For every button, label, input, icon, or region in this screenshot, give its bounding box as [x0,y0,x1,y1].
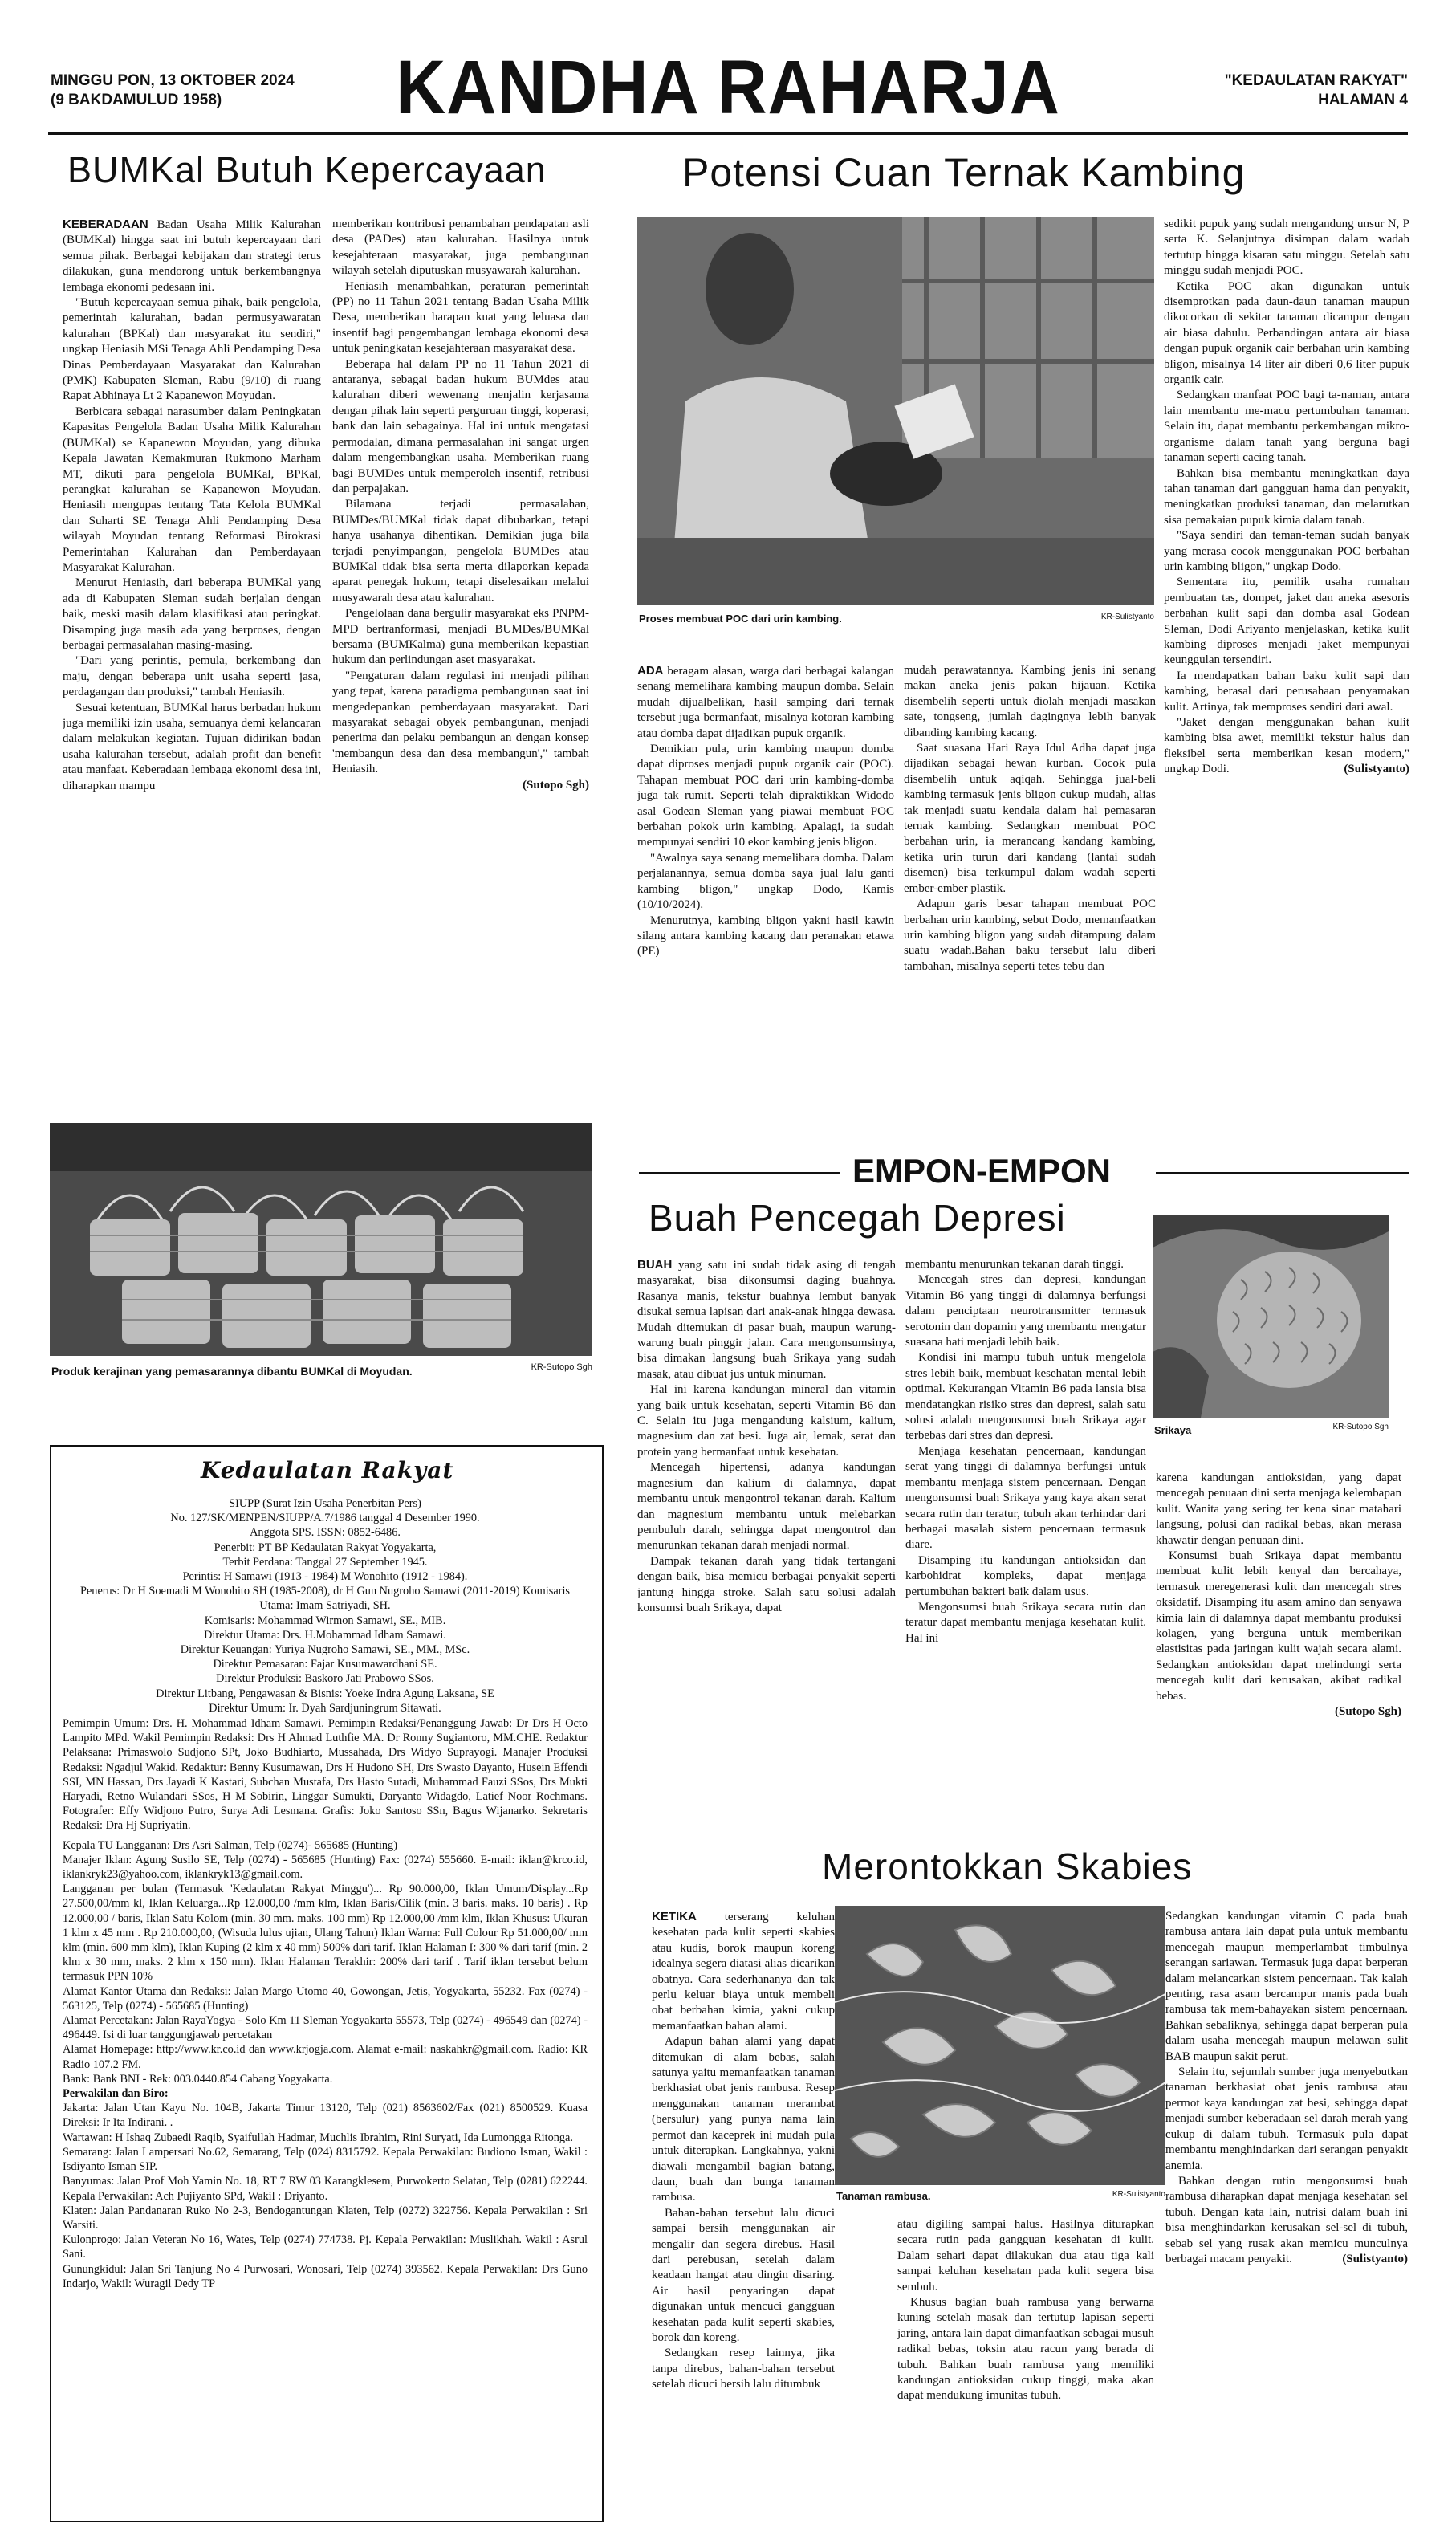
bumkal-column-1: KEBERADAAN Badan Usaha Milik Kalurahan (BUMKal) hingga saat ini butuh kepercayaan dari semua pihak. Berbagai kebijakan dan strategi terus dilakukan, guna mendorong untuk berkembangnya lembaga ekonomi pedesaan ini. "Butuh kepercayaan semua pihak, baik pengelola, pemerintah kalurahan, badan permusyawaratan kalurahan (BPKal) dan masyarakat itu sendiri," ungkap Heniasih MSi Tenaga Ahli Pendamping Desa Dinas Pemberdayaan Masyarakat dan Kalurahan (PMK) Kabupaten Sleman, Rabu (9/10) di ruang Rapat Abhinaya Lt 2 Kapanewon Moyudan. Berbicara sebagai narasumber dalam Peningkatan Kapasitas Pengelola Badan Usaha Milik Kalurahan (BUMKal) se Kapanewon Moyudan, yang dibuka Kepala Jawatan Kemakmuran Rukmono Marham MT, dikuti para pengelola BUMKal, BPKal, perangkat kalurahan se Kapanewon Moyudan. Heniasih mengupas tentang Tata Kelola BUMKal dan Suharti SE Tenaga Ahli Pendamping Desa wilayah Moyudan tentang Reformasi Birokrasi Pemerintahan Kalurahan dan Pemberdayaan Masyarakat Kalurahan. Menurut Heniasih, dari beberapa BUMKal yang ada di Kabupaten Sleman sudah berjalan dengan baik, meski masih dalam klasifikasi atau peringkat. Disamping juga masih ada yang berproses, dengan berbagai permasalahan masing-masing. "Dari yang perintis, pemula, berkembang dan maju, dengan beberapa unit usaha seperti jasa, perdagangan dan produksi," tambah Heniasih. Sesuai ketentuan, BUMKal harus berbadan hukum juga memiliki izin usaha, semuanya demi kelancaran dalam melakukan kegiatan. Tujuan didirikan badan usaha kalurahan tersebut, adalah profit dan benefit atau manfaat. Keberadaan lembaga ekonomi desa ini, diharapkan mampu [63,218,321,792]
kambing-byline: (Sulistyanto) [1344,763,1409,776]
article-title-skabies: Merontokkan Skabies [822,1846,1193,1887]
rambusa-photo-caption: Tanaman rambusa. [836,2190,931,2202]
bumkal-photo-credit: KR-Sutopo Sgh [531,1362,592,1372]
kambing-column-2: mudah perawatannya. Kambing jenis ini senang makan aneka jenis pakan hijauan. Ketika disembelih seperti untuk diolah menjadi masakan sate, tongseng, jumlah dagingnya lebih banyak dibanding kambing kacang. Saat suasana Hari Raya Idul Adha dapat juga dijadikan sebagai hewan kurban. Cocok pula disembelih untuk aqiqah. Sehingga jual-beli kambing termasuk jenis bligon cukup mudah, alias tak menjadi suatu kendala dalam hal pemasaran ternak kambing. Sedangkan membuat POC berbahan urin, ia merancang kandang kambing, ketika urin turun dari kandang (lantai sudah disemen) bisa terkumpul dalam wadah seperti ember-ember plastik. Adapun garis besar tahapan membuat POC berbahan urin kambing, sebut Dodo, memanfaatkan urin kambing bligon yang sudah ditampung dalam suatu wadah.Bahan baku tersebut lalu diberi tambahan, misalnya seperti tetes tebu dan [904,664,1156,973]
skabies-column-3: Sedangkan kandungan vitamin C pada buah rambusa antara lain dapat pula untuk membantu mencegah maupun memperlambat timbulnya serangan sariawan. Termasuk juga dapat berperan dalam melancarkan sistem pencernaan. Tak kalah penting, rasa asam bercampur manis pada buah rambusa tak mem-bahayakan sistem pencernaan. Bahkan sebaliknya, sehingga dapat berperan pula dalam usaha mencegah maupun melawan sulit BAB maupun sakit perut. Selain itu, sejumlah sumber juga menyebutkan tanaman berkhasiat obat jenis rambusa atau permot kaya kandungan zat besi, sehingga dapat menjadi sumber keberadaan sel darah merah yang cukup di dalam tubuh. Termasuk pula dapat membantu menghindarkan dari serangan penyakit anemia. Bahkan dengan rutin mengonsumsi buah rambusa diharapkan dapat menjaga kesehatan sel tubuh. Dengan kata lain, nutrisi dalam buah ini bisa menghindarkan kerusakan sel-sel di tubuh, sebab sel yang rusak akan memicu munculnya berbagai macam penyakit. (Sulistyanto) [1165,1909,1408,2519]
kambing-photo-credit: KR-Sulistyanto [1100,613,1154,621]
issue-date: MINGGU PON, 13 OKTOBER 2024 [51,72,295,89]
skabies-lead: KETIKA [652,1910,697,1923]
kicker-rule-right [1156,1172,1409,1174]
bumkal-lead: KEBERADAAN [63,218,148,231]
bumkal-column-2: memberikan kontribusi penambahan pendapatan asli desa (PADes) atau kalurahan. Hasilnya untuk kesejahteraan masyarakat, juga pembangunan wilayah setelah diputuskan musyawarah kalurahan. Heniasih menambahkan, peraturan pemerintah (PP) no 11 Tahun 2021 tentang Badan Usaha Milik Desa, memberikan harapan kuat yang leluasa dan insentif bagi pengembangan lembaga ekonomi desa untuk peningkatan kesejahteraan masyarakat desa. Beberapa hal dalam PP no 11 Tahun 2021 di antaranya, sebagai badan hukum BUMdes atau kalurahan diberi wewenang menjalin kerjasama dengan pihak lain seperti perguruan tinggi, koperasi, bank dan lain sebagainya. Hal ini untuk mengatasi permodalan, dimana permasalahan ini sangat urgen dalam mengembangkan usaha. Memberikan ruang bagi BUMDes untuk memperoleh insentif, retribusi dan perpajakan. Bilamana terjadi permasalahan, BUMDes/BUMKal tidak dapat dibubarkan, tetapi hanya usahanya dihentikan. Demikian juga bila terjadi penyimpangan, pengelola BUMDes atau BUMKal tidak bisa serta merta dilaporkan kepada aparat penegak hukum, tetapi diselesaikan melalui musyawarah desa atau kalurahan. Pengelolaan dana bergulir masyarakat eks PNPM-MPD bertranformasi, menjadi BUMDes/BUMKal bersama (BUMKalma) guna memberikan kepastian hukum dan perlindungan aset masyarakat. "Pengaturan dalam regulasi ini menjadi pilihan yang tepat, karena paradigma pembangunan saat ini mengedepankan pemberdayaan masyarakat. Dari masyarakat sebagai obyek pembangunan, menjadi penerima dan pelaku pembangun an dengan konsep 'membangun desa dan desa membangun'," tambah Heniasih. (Sutopo Sgh) [332,217,589,1116]
srikaya-photo [1153,1215,1389,1418]
kambing-lead: ADA [637,664,664,678]
kicker-rule-left [639,1172,840,1174]
imprint-masthead-list: SIUPP (Surat Izin Usaha Penerbitan Pers) No. 127/SK/MENPEN/SIUPP/A.7/1986 tanggal 4 Desember 1990. Anggota SPS. ISSN: 0852-6486. Penerbit: PT BP Kedaulatan Rakyat Yogyakarta, Terbit Perdana: Tanggal 27 September 1945. Perintis: H Samawi (1913 - 1984) M Wonohito (1912 - 1984). Penerus: Dr H Soemadi M Wonohito SH (1985-2008), dr H Gun Nugroho Samawi (2011-2019) Komisaris Utama: Imam Satriyadi, SH. Komisaris: Mohammad Wirmon Samawi, SE., MIB. Direktur Utama: Drs. H.Mohammad Idham Samawi. Direktur Keuangan: Yuriya Nugroho Samawi, SE., MM., MSc. Direktur Pemasaran: Fajar Kusumawardhani SE. Direktur Produksi: Baskoro Jati Prabowo SSos. Direktur Litbang, Pengawasan & Bisnis: Yoeke Indra Agung Laksana, SE Direktur Umum: Ir. Dyah Sardjuningrum Sitawati. [80,1497,570,1715]
skabies-byline: (Sulistyanto) [1342,2252,1408,2265]
srikaya-photo-caption: Srikaya [1154,1424,1192,1436]
kr-logo: Kedaulatan Rakyat [201,1457,454,1484]
skabies-column-1: KETIKA terserang keluhan kesehatan pada kulit seperti skabies atau kudis, borok maupun koreng idealnya segera diatasi alias dicarikan obatnya. Cara sederhananya dan tak perlu keluar biaya untuk membeli obat berbahan kimia, yakni cukup memanfaatkan bahan alami. Adapun bahan alami yang dapat ditemukan di alam bebas, salah satunya yaitu memanfaatkan tanaman berkhasiat obat jenis rambusa. Resep menggunakan tanaman merambat (bersulur) yang punya nama lain permot dan kaceprek ini mudah pula untuk diterapkan. Langkahnya, yakni diawali mengambil bagian batang, daun, buah dan bunga tanaman rambusa. Bahan-bahan tersebut lalu dicuci sampai bersih menggunakan air mengalir dan segera direbus. Hasil dari perebusan, setelah dalam keadaan hangat atau dingin disaring. Air hasil penyaringan dapat digunakan untuk mencuci gangguan kesehatan pada kulit seperti skabies, borok dan koreng. Sedangkan resep lainnya, jika tanpa direbus, bahan-bahan tersebut setelah dicuci bersih lalu ditumbuk [652,1910,835,2391]
rambusa-photo-credit: KR-Sulistyanto [1112,2190,1165,2199]
rambusa-photo [835,1906,1165,2185]
kambing-column-3: sedikit pupuk yang sudah mengandung unsur N, P serta K. Selanjutnya disimpan dalam wadah tertutup hingga kisaran satu minggu. Setelah satu minggu sudah menjadi POC. Ketika POC akan digunakan untuk disemprotkan pada daun-daun tanaman maupun dikocorkan di sekitar tanaman dicampur dengan air biasa dahulu. Perbandingan antara air biasa dengan pupuk organik cair berbahan urin kambing bligon, misalnya 14 liter air diberi 0,6 liter pupuk organik cair. Sedangkan manfaat POC bagi ta-naman, antara lain membantu me-macu pertumbuhan tanaman. Selain itu, dapat membantu perkembangan mikro-organisme dalam tanah yang berguna bagi tanaman seperti cacing tanah. Bahkan bisa membantu meningkatkan daya tahan tanaman dari gangguan hama dan penyakit, meningkatkan produksi tanaman, dan melarutkan sisa pemakaian pupuk kimia dalam tanah. "Saya sendiri dan teman-teman sudah banyak yang merasa cocok menggunakan POC berbahan urin kambing bligon," ungkap Dodo. Sementara itu, pemilik usaha rumahan pembuatan tas, dompet, jaket dan aneka asesoris berbahan kulit sapi dan domba asal Godean Sleman, Dodi Ariyanto menjelaskan, ketika kulit kambing diproses menjadi jaket mempunyai keunggulan tersendiri. Ia mendapatkan bahan baku kulit sapi dan kambing, berasal dari perusahaan penyamakan kulit. Artinya, tak memproses sendiri dari awal. "Jaket dengan menggunakan bahan kulit kambing bisa awet, memiliki tekstur halus dan fleksibel serta memberikan kesan modern," ungkap Dodi. (Sulistyanto) [1164,217,1409,1132]
bumkal-photo-caption: Produk kerajinan yang pemasarannya dibantu BUMKal di Moyudan. [51,1365,413,1378]
page-number: HALAMAN 4 [1318,92,1408,108]
bumkal-byline: (Sutopo Sgh) [523,778,589,792]
empon-byline: (Sutopo Sgh) [1335,1705,1401,1719]
imprint-staff: Pemimpin Umum: Drs. H. Mohammad Idham Samawi. Pemimpin Redaksi/Penanggung Jawab: Dr Drs H Octo Lampito MPd. Wakil Pemimpin Redaksi: Drs H Ahmad Luthfie MA. Dr Ronny Sugiantoro, MM.CHE. Redaktur Pelaksana: Primaswolo Sudjono SPt, Joko Budhiarto, Mussahada, Drs Widyo Suprayogi. Manajer Produksi Redaksi: Ngadjul Wakid. Redaktur: Benny Kusumawan, Drs H Hudono SH, Drs Swasto Dayanto, Husein Effendi SSI, MN Hassan, Drs Jayadi K Kastari, Subchan Mustafa, Drs Hasto Sutadi, Muhammad Fauzi SSos, Drs Mukti Haryadi, Retno Wulandari SSos, H M Sobirin, Linggar Sumukti, Daryanto Widagdo, Latief Noor Rochmans. Fotografer: Effy Widjono Putro, Surya Adi Lesmana. Grafis: Joko Santoso SSn, Bagus Wijanarko. Sekretaris Redaksi: Dra Hj Supriyatin. Kepala TU Langganan: Drs Asri Salman, Telp (0274)- 565685 (Hunting) Manajer Iklan: Agung Susilo SE, Telp (0274) - 565685 (Hunting) Fax: (0274) 555660. E-mail: iklan@krco.id, iklankryk23@yahoo.com, iklankryk13@gmail.com. Langganan per bulan (Termasuk 'Kedaulatan Rakyat Minggu')... Rp 90.000,00, Iklan Umum/Display...Rp 27.500,00/mm kl, Iklan Keluarga...Rp 12.000,00 /mm klm, Iklan Baris/Cilik (min. 3 baris. maks. 10 baris) . Rp 12.000,00 / baris, Iklan Satu Kolom (min. 30 mm. maks. 100 mm) Rp 12.000,00 /mm klm, Iklan Khusus: Ukuran 1 klm x 45 mm . Rp 210.000,00, (Wisuda lulus ujian, Ulang Tahun) Iklan Warna: Full Colour Rp 51.000,00/ mm klm (min. 600 mm klm), Iklan Kuping (2 klm x 40 mm) 500% dari tarif. Iklan Halaman I: 300 % dari tarif (min. 2 klm x 30 mm, maks. 2 klm x 150 mm). Iklan Halaman Terakhir: 200% dari tarif . Tarif iklan tersebut belum termasuk PPN 10% Alamat Kantor Utama dan Redaksi: Jalan Margo Utomo 40, Gowongan, Jetis, Yogyakarta, 55232. Fax (0274) - 563125, Telp (0274) - 565685 (Hunting) Alamat Percetakan: Jalan RayaYogya - Solo Km 11 Sleman Yogyakarta 55573, Telp (0274) - 496549 dan (0274) - 496449. Isi di luar tanggungjawab percetakan Alamat Homepage: http://www.kr.co.id dan www.krjogja.com. Alamat e-mail: naskahkr@gmail.com. Radio: KR Radio 107.2 FM. Bank: Bank BNI - Rek: 003.0440.854 Cabang Yogyakarta. Perwakilan dan Biro: Jakarta: Jalan Utan Kayu No. 104B, Jakarta Timur 13120, Telp (021) 8563602/Fax (021) 8500529. Kuasa Direksi: Ir Ita Indirani. . Wartawan: H Ishaq Zubaedi Raqib, Syaifullah Hadmar, Muchlis Ibrahim, Rini Suryati, Ida Lumongga Ritonga. Semarang: Jalan Lampersari No.62, Semarang, Telp (024) 8315792. Kepala Perwakilan: Budiono Isman, Wakil : Isdiyanto Isman SIP. Banyumas: Jalan Prof Moh Yamin No. 18, RT 7 RW 03 Karangklesem, Purwokerto Selatan, Telp (0281) 622244. Kepala Perwakilan: Ach Pujiyanto SPd, Wakil : Driyanto. Klaten: Jalan Pandanaran Ruko No 2-3, Bendogantungan Klaten, Telp (0272) 322756. Kepala Perwakilan : Sri Warsiti. Kulonprogo: Jalan Veteran No 16, Wates, Telp (0274) 774738. Pj. Kepala Perwakilan: Muslikhah. Wakil : Asrul Sani. Gunungkidul: Jalan Sri Tanjung No 4 Purwosari, Wonosari, Telp (0274) 393562. Kepala Perwakilan: Drs Guno Indarjo, Wakil: Wuragil Dedy TP [63,1717,588,2290]
masthead: KANDHA RAHARJA [396,45,1060,130]
empon-column-2: membantu menurunkan tekanan darah tinggi. Mencegah stres dan depresi, kandungan Vitamin B6 yang tinggi di dalamnya berfungsi dalam penciptaan neurotransmitter termasuk serotonin dan dopamin yang membantu mengatur suasana hati menjadi lebih baik. Kondisi ini mampu tubuh untuk mengelola stres lebih baik, membuat kesehatan mental lebih optimal. Kekurangan Vitamin B6 pada lansia bisa mendatangkan risiko stres dan depresi, salah satu solusi adalah mengonsumsi buah Srikaya agar terbebas dari stres dan depresi. Menjaga kesehatan pencernaan, kandungan serat yang tinggi di dalamnya berfungsi untuk membantu menjaga sistem pencernaan. Dengan mengonsumsi buah Srikaya yang kaya akan serat secara rutin dan teratur, tubuh akan terhindar dari berbagai masalah sistem pencernaan termasuk diare. Disamping itu kandungan antioksidan dan karbohidrat kompleks, dapat menjaga pertumbuhan bakteri baik dalam usus. Mengonsumsi buah Srikaya secara rutin dan teratur dapat membantu menjaga kesehatan kulit. Hal ini [905,1258,1146,1645]
publisher-name: "KEDAULATAN RAKYAT" [1224,72,1408,89]
kambing-photo-caption: Proses membuat POC dari urin kambing. [639,613,842,625]
srikaya-photo-credit: KR-Sutopo Sgh [1332,1423,1389,1431]
goat-urine-photo [637,217,1154,605]
baskets-photo [50,1123,592,1356]
empon-lead: BUAH [637,1258,673,1272]
skabies-column-2: atau digiling sampai halus. Hasilnya diturapkan secara rutin pada gangguan kesehatan di kulit. Dalam sehari dapat dilakukan dua atau tiga kali sampai keluhan kesehatan pada kulit segera bisa sembuh. Khusus bagian buah rambusa yang berwarna kuning setelah masak dan tertutup lapisan seperti jaring, antara lain dapat dimanfaatkan sebagai musuh radikal bebas, toksin atau racun yang berada di tubuh. Bahkan buah rambusa yang memiliki kandungan antioksidan cukup tinggi, maka akan dapat mendukung imunitas tubuh. [897,2218,1154,2403]
article-title-kambing: Potensi Cuan Ternak Kambing [682,150,1246,195]
header-rule [48,132,1408,135]
kicker-empon-empon: EMPON-EMPON [852,1152,1112,1190]
empon-column-3: karena kandungan antioksidan, yang dapat mencegah penuaan dini serta menjaga kelembapan kulit. Wanita yang sering ter kena sinar matahari langsung, polusi dan radikal bebas, akan merasa khawatir dengan penuaan dini. Konsumsi buah Srikaya dapat membantu membuat kulit lebih kenyal dan bercahaya, termasuk meregenerasi kulit dan mencegah stres oksidatif. Disamping itu asam amino dan senyawa kimia lain di dalamnya dapat membantu produksi kolagen, yang berguna untuk memberikan elastisitas pada jaringan kulit wajah secara alami. Sedangkan antioksidan dapat melindungi serta mencegah kulit dari kerusakan, akibat radikal bebas. (Sutopo Sgh) [1156,1471,1401,1824]
kambing-column-1: ADA beragam alasan, warga dari berbagai kalangan senang memelihara kambing maupun domba. Selain mudah dijualbelikan, hasil samping dari ternak tersebut juga bermanfaat, misalnya kotoran kambing atau domba dapat dijadikan pupuk organik. Demikian pula, urin kambing maupun domba dapat diproses menjadi pupuk organik cair (POC). Tahapan membuat POC dari urin kambing-domba juga tak rumit. Seperti telah dipraktikkan Widodo asal Godean Sleman yang piawai membuat POC berbahan pokok urin kambing. Apalagi, ia sudah mempunyai sendiri 10 ekor kambing jenis bligon. "Awalnya saya senang memelihara domba. Dalam perjalanannya, semua domba saya jual lalu ganti kambing bligon," ungkap Dodo, Kamis (10/10/2024). Menurutnya, kambing bligon yakni hasil kawin silang antara kambing kacang dan peranakan etawa (PE) [637,664,894,959]
empon-column-1: BUAH yang satu ini sudah tidak asing di tengah masyarakat, bisa dikonsumsi daging buahnya. Rasanya manis, tekstur buahnya lembut banyak disukai semua lapisan dari anak-anak hingga dewasa. Mudah ditemukan di pasar buah, maupun warung-warung buah pinggir jalan. Cara mengonsumsinya, bisa dimakan langsung buah Srikaya yang sudah masak, atau dibuat jus untuk minuman. Hal ini karena kandungan mineral dan vitamin yang baik untuk kesehatan, seperti Vitamin B6 dan C. Selain itu juga mengandung kalsium, kalium, magnesium dan zat besi. Juga air, lemak, serat dan protein yang bermanfaat untuk kesehatan. Mencegah hipertensi, adanya kandungan magnesium dan kalium di dalamnya, dapat membantu untuk mengontrol tekanan darah. Kalium dan magnesium membantu untuk melebarkan pembuluh darah, sehingga dapat mengontrol dan menurunkan tekanan darah menjadi normal. Dampak tekanan darah yang tidak tertangani dengan baik, bisa memicu berbagai penyakit seperti jantung hingga stroke. Salah satu solusi adalah konsumsi buah Srikaya, dapat [637,1258,896,1614]
javanese-date: (9 BAKDAMULUD 1958) [51,92,222,108]
article-title-bumkal: BUMKal Butuh Kepercayaan [67,149,547,190]
article-title-srikaya: Buah Pencegah Depresi [649,1197,1066,1239]
